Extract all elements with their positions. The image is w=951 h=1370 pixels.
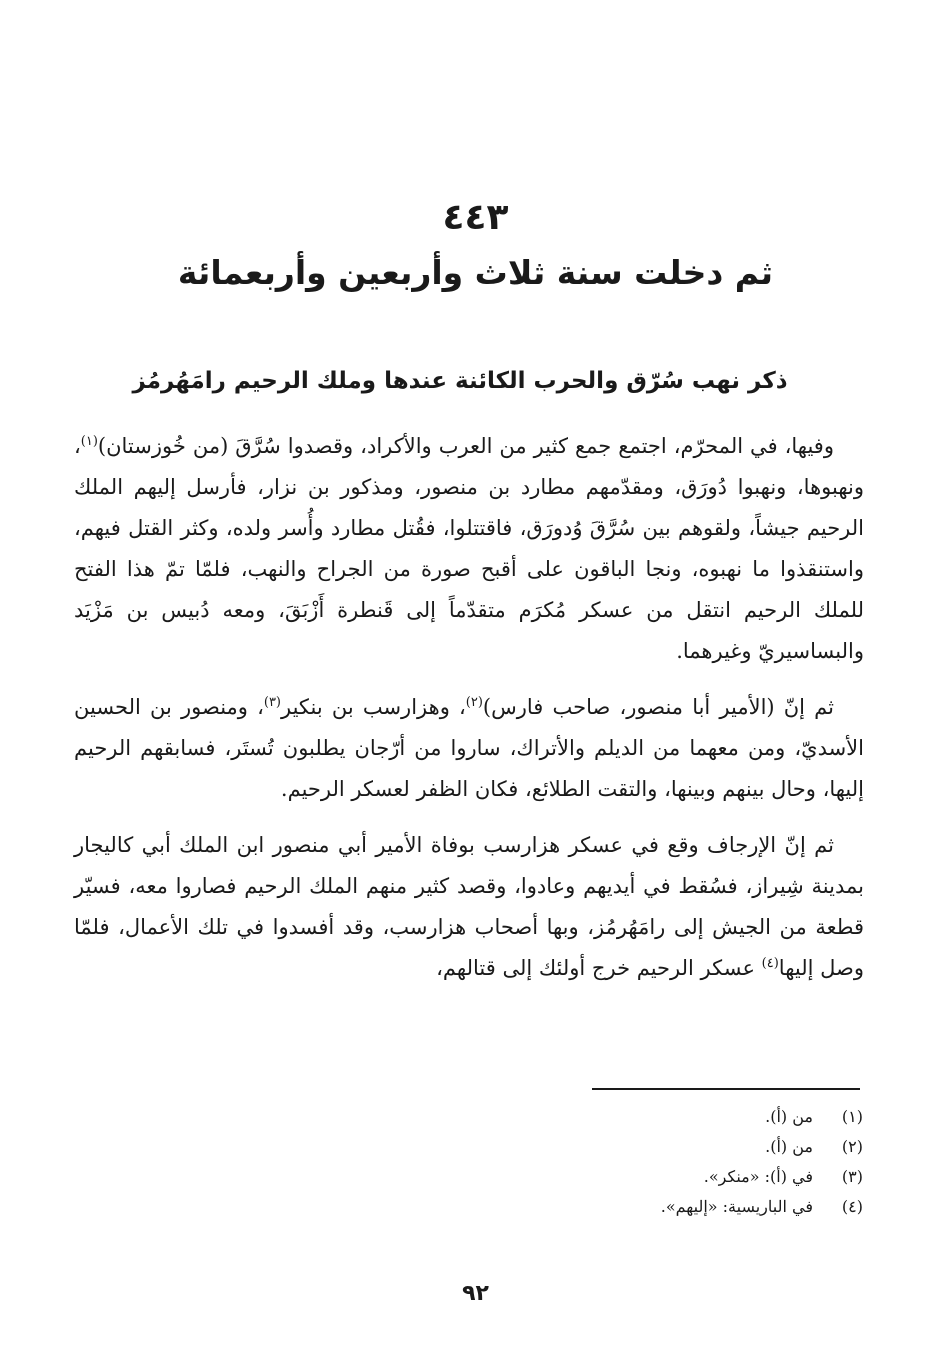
footnotes <box>300 1102 863 1222</box>
footnote-ref: (٣) <box>263 695 281 710</box>
footnote <box>300 1102 863 1132</box>
footnote-text: في (أ): «منكر». <box>703 1167 813 1186</box>
text-run: وفيها، في المحرّم، اجتمع جمع كثير من العرب والأكراد، وقصدوا سُرَّقَ (من خُوزستان) <box>97 434 834 458</box>
footnote-ref: (٢) <box>465 695 483 710</box>
paragraph <box>74 825 864 989</box>
paragraph <box>74 426 864 672</box>
chapter-title: ثم دخلت سنة ثلاث وأربعين وأربعمائة <box>177 253 774 292</box>
text-run: عسكر الرحيم خرج أولئك إلى قتالهم، <box>436 956 762 980</box>
text-run: ثم إنّ الإرجاف وقع في عسكر هزارسب بوفاة الأمير أبي منصور ابن الملك أبي كاليجار بمدينة شِيراز، فسُقط في أيديهم وعادوا، وقصد كثير منهم الملك الرحيم فصاروا معه، فسيّر قطعة من الجيش إلى رامَهُرمُز، وبها أصحاب هزارسب، وقد أفسدوا في تلك الأعمال، فلمّا وصل إليها <box>74 833 864 980</box>
text-run: ، ونهبوها، ونهبوا دُورَق، ومقدّمهم مطارد بن منصور، ومذكور بن نزار، فأرسل إليهم الملك الرحيم جيشاً، ولقوهم بين سُرَّقَ وُدورَق، فاقتتلوا، فقُتل مطارد وأُسر ولده، وكثر القتل فيهم، واستنقذوا ما نهبوه، ونجا الباقون على أقبح صورة من الجراح والنهب، فلمّا تمّ هذا الفتح للملك الرحيم انتقل من عسكر مُكرَم متقدّماً إلى قَنطرة أَزْبَقَ، ومعه دُبيس بن مَزْيَد والبساسيريّ وغيرهما. <box>74 434 864 663</box>
text-run: ، ومنصور بن الحسين الأسديّ، ومن معهما من الديلم والأتراك، ساروا من أرّجان يطلبون تُستَر، فسابقهم الرحيم إليها، وحال بينهم وبينها، والتقت الطلائع، فكان الظفر لعسكر الرحيم. <box>74 695 864 801</box>
footnote <box>300 1192 863 1222</box>
footnote-text: في الباريسية: «إليهم». <box>660 1197 813 1216</box>
footnote-ref: (١) <box>80 434 98 449</box>
page-number: ٩٢ <box>462 1281 489 1306</box>
footnote-divider <box>592 1088 860 1090</box>
footnote-number: (٤) <box>841 1197 863 1216</box>
footnote-number: (١) <box>841 1107 863 1126</box>
body-text <box>74 426 864 1004</box>
year-heading: ٤٤٣ <box>442 197 509 238</box>
footnote <box>300 1162 863 1192</box>
footnote-number: (٢) <box>841 1137 863 1156</box>
footnote-number: (٣) <box>841 1167 863 1186</box>
footnote-text: من (أ). <box>765 1137 813 1156</box>
section-title: ذكر نهب سُرّق والحرب الكائنة عندها وملك الرحيم رامَهُرمُز <box>132 368 788 394</box>
text-run: ثم إنّ (الأمير أبا منصور، صاحب فارس) <box>482 695 834 719</box>
footnote <box>300 1132 863 1162</box>
footnote-ref: (٤) <box>761 956 779 971</box>
text-run: ، وهزارسب بن بنكير <box>281 695 466 719</box>
footnote-text: من (أ). <box>765 1107 813 1126</box>
paragraph <box>74 687 864 810</box>
